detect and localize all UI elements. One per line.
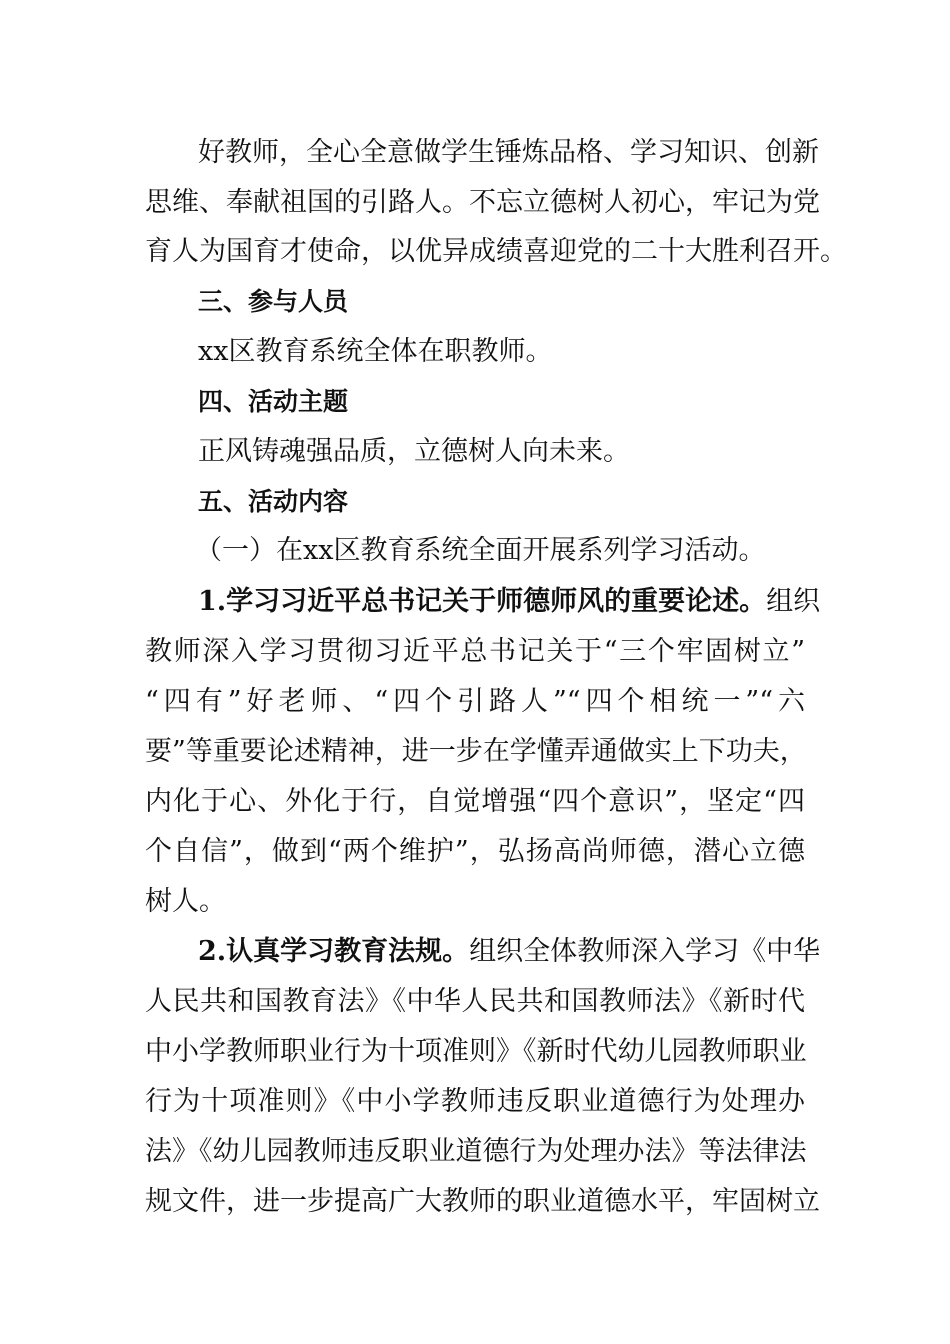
paragraph-line: 教师深入学习贯彻习近平总书记关于“三个牢固树立” <box>145 636 805 667</box>
paragraph-line: “四有”好老师、“四个引路人”“四个相统一”“六 <box>145 686 805 717</box>
section-body: xx区教育系统全体在职教师。 <box>198 336 553 367</box>
paragraph-line: 个自信”，做到“两个维护”，弘扬高尚师德，潜心立德 <box>145 836 805 867</box>
section-heading: 五、活动内容 <box>198 487 349 516</box>
item-lead-text: 组织 <box>766 586 821 617</box>
paragraph-line: 中小学教师职业行为十项准则》《新时代幼儿园教师职业 <box>145 1036 807 1067</box>
item-heading: 1.学习习近平总书记关于师德师风的重要论述。 <box>198 586 767 617</box>
paragraph-line: 思维、奉献祖国的引路人。不忘立德树人初心，牢记为党 <box>145 187 820 218</box>
item-heading: 2.认真学习教育法规。 <box>198 936 470 967</box>
section-heading: 三、参与人员 <box>198 287 349 316</box>
paragraph-line: 行为十项准则》《中小学教师违反职业道德行为处理办 <box>145 1086 805 1117</box>
paragraph-line: 要”等重要论述精神，进一步在学懂弄通做实上下功夫， <box>145 736 807 767</box>
section-body: 正风铸魂强品质，立德树人向未来。 <box>198 436 630 467</box>
item-first-line <box>198 584 821 620</box>
item-lead-text: 组织全体教师深入学习《中华 <box>469 936 821 967</box>
paragraph-line: 内化于心、外化于行，自觉增强“四个意识”，坚定“四 <box>145 786 805 817</box>
paragraph-line: 育人为国育才使命，以优异成绩喜迎党的二十大胜利召开。 <box>145 236 847 267</box>
subsection-heading: （一）在xx区教育系统全面开展系列学习活动。 <box>195 535 766 566</box>
paragraph-line: 法》《幼儿园教师违反职业道德行为处理办法》等法律法 <box>145 1136 807 1167</box>
paragraph-line: 规文件，进一步提高广大教师的职业道德水平，牢固树立 <box>145 1186 820 1217</box>
section-heading: 四、活动主题 <box>198 387 349 416</box>
paragraph-line: 好教师，全心全意做学生锤炼品格、学习知识、创新 <box>198 137 819 168</box>
paragraph-line: 人民共和国教育法》《中华人民共和国教师法》《新时代 <box>145 986 805 1017</box>
item-first-line <box>198 934 821 970</box>
paragraph-line: 树人。 <box>145 886 226 917</box>
